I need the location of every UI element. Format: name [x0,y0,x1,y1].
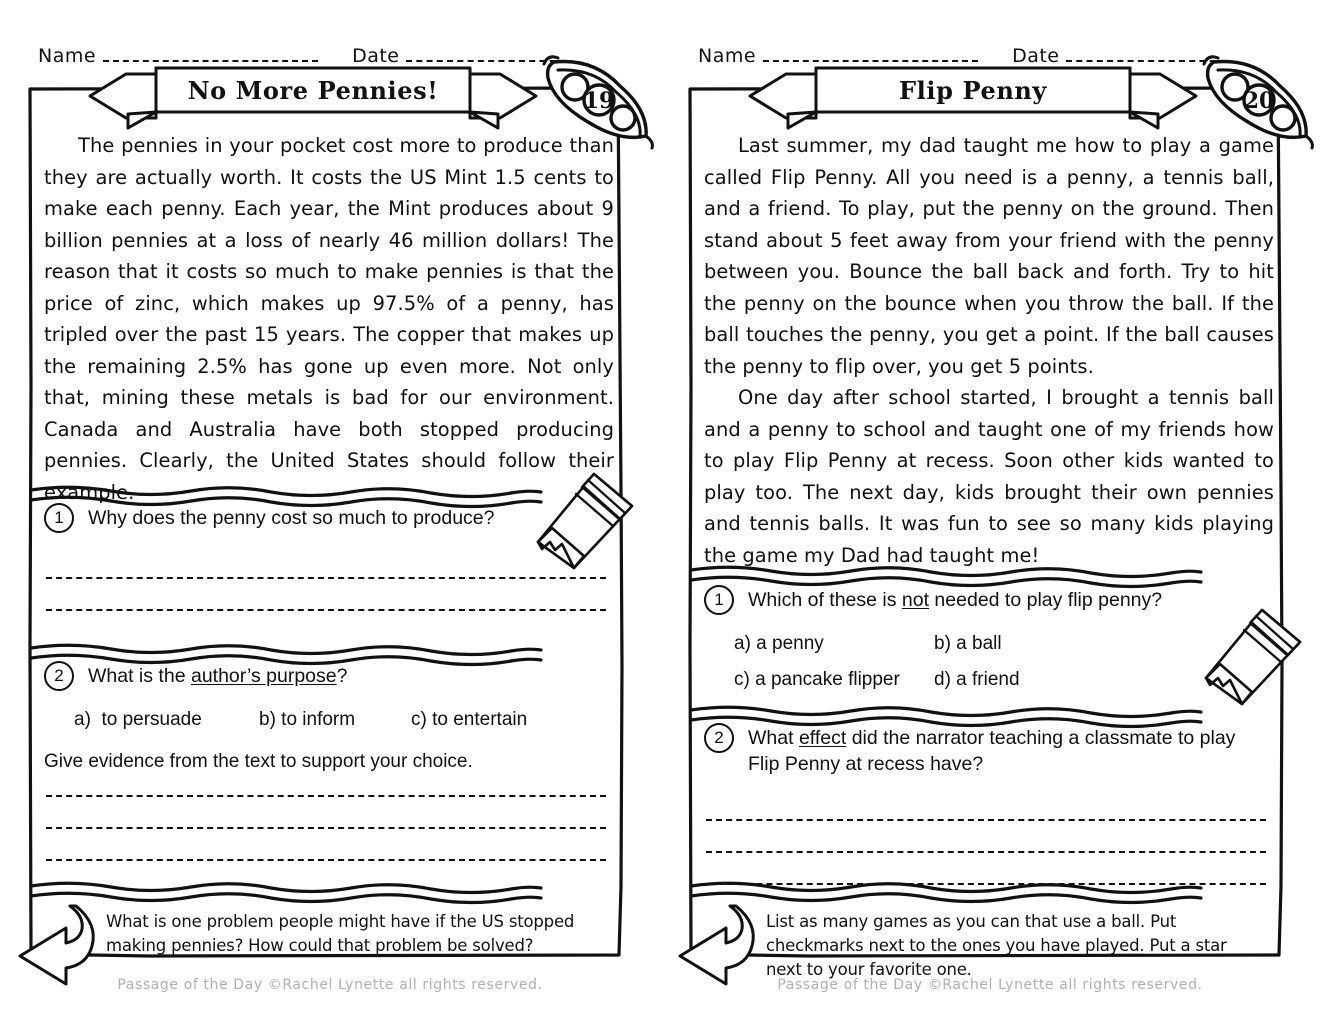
question-1-choices [690,629,1284,695]
answer-line[interactable] [46,795,606,797]
bottom-prompt-strip [690,900,1284,979]
answer-line[interactable] [46,577,606,579]
bottom-prompt-strip [30,900,624,966]
question-1-answer-lines[interactable] [30,577,624,611]
date-label: Date [352,45,400,67]
question-2-prompt-post: did the narrator teaching a classmate to play Flip Penny at recess have? [748,727,1236,775]
choice-c[interactable]: c) to entertain [411,709,528,730]
footer-credit: Passage of the Day ©Rachel Lynette all rights reserved. [777,977,1203,993]
question-number-badge: 2 [44,661,74,691]
passage-paragraph: Last summer, my dad taught me how to play a game called Flip Penny. All you need is a penny, a tennis ball, and a friend. To play, put the penny on the ground. Then stand about 5 feet away from your friend with the penny between you. Bounce the ball back and forth. Try to hit the penny on the bounce when you throw the ball. If the ball touches the penny, you get a point. If the ball causes the penny to flip over, you get 5 points. [704,134,1274,378]
question-1-header [690,584,1284,615]
question-number-badge: 1 [704,585,734,615]
question-1-prompt: Why does the penny cost so much to produce? [88,507,495,529]
answer-line[interactable] [706,851,1266,853]
question-2-prompt-pre: What is the [88,665,191,687]
choice-row [74,705,624,735]
bottom-prompt-text: What is one problem people might have if the US stopped making pennies? How could that problem be solved? [106,912,575,955]
bottom-prompt-text: List as many games as you can that use a ball. Put checkmarks next to the ones you have played. Put a star next to your favorite one. [766,912,1227,979]
passage-paragraph: The pennies in your pocket cost more to produce than they are actually worth. It costs the US Mint 1.5 cents to make each penny. Each year, the Mint produces about 9 billion pennies at a loss of nearly 46 million dollars! The reason that it costs so much to make pennies is that the price of zinc, which makes up 97.5% of a penny, has tripled over the past 15 years. The copper that makes up the remaining 2.5% has gone up even more. Not only that, mining these metals is bad for our environment. Canada and Australia have both stopped producing pennies. Clearly, the United States should follow their example. [44,134,614,504]
footer-credit: Passage of the Day ©Rachel Lynette all rights reserved. [117,977,543,993]
answer-line[interactable] [706,883,1266,885]
choice-d[interactable]: d) a friend [934,669,1020,690]
question-1-prompt-post: needed to play flip penny? [929,589,1163,611]
page-title: Flip Penny [899,75,1047,105]
question-2-answer-lines[interactable] [690,819,1284,885]
passage-text [704,130,1274,571]
pencil-icon [528,472,640,572]
question-2-prompt-pre: What [748,727,799,749]
passage-paragraph: One day after school started, I brought a tennis ball and a penny to school and taught one of my friends how to play Flip Penny at recess. Soon other kids wanted to play too. The next day, kids brought their own pennies and tennis balls. It was fun to see so many kids playing the game my Dad had taught me! [704,386,1274,567]
choice-b[interactable]: b) to inform [259,709,356,730]
question-2-prompt [88,660,347,689]
date-label: Date [1012,45,1060,67]
question-2-prompt [748,722,1253,777]
question-1-prompt [748,584,1162,613]
name-write-line[interactable] [103,60,318,62]
question-block-1 [690,584,1284,695]
name-date-header [698,33,1258,67]
title-banner [88,66,538,128]
question-1-prompt-pre: Which of these is [748,589,902,611]
name-date-header [38,33,598,67]
answer-line[interactable] [46,609,606,611]
question-1-prompt-emphasis: not [901,589,930,611]
name-label: Name [38,45,97,67]
question-block-2 [690,722,1284,885]
choice-a[interactable]: a) to persuade [74,709,202,730]
question-2-header [30,660,624,691]
question-2-prompt-post: ? [336,665,348,687]
question-block-2 [30,660,624,861]
page-title: No More Pennies! [187,75,439,105]
worksheet-page-20 [660,0,1320,1020]
question-number-badge: 1 [44,503,74,533]
title-banner [748,66,1198,128]
passage-text [44,130,614,508]
page-number: 19 [583,88,615,114]
question-number-badge: 2 [704,723,734,753]
answer-line[interactable] [46,827,606,829]
question-2-subprompt: Give evidence from the text to support your choice. [44,751,473,772]
name-write-line[interactable] [763,60,978,62]
choice-c[interactable]: c) a pancake flipper [734,669,900,690]
question-2-prompt-emphasis: effect [798,727,847,749]
choice-a[interactable]: a) a penny [734,633,824,654]
question-2-prompt-emphasis: author’s purpose [190,665,337,687]
question-2-choices [30,705,624,735]
pencil-icon [1196,608,1308,708]
choice-b[interactable]: b) a ball [934,633,1002,654]
page-number: 20 [1243,88,1275,114]
question-2-header [690,722,1284,777]
name-label: Name [698,45,757,67]
answer-line[interactable] [706,819,1266,821]
question-2-answer-lines[interactable] [30,795,624,861]
answer-line[interactable] [46,859,606,861]
